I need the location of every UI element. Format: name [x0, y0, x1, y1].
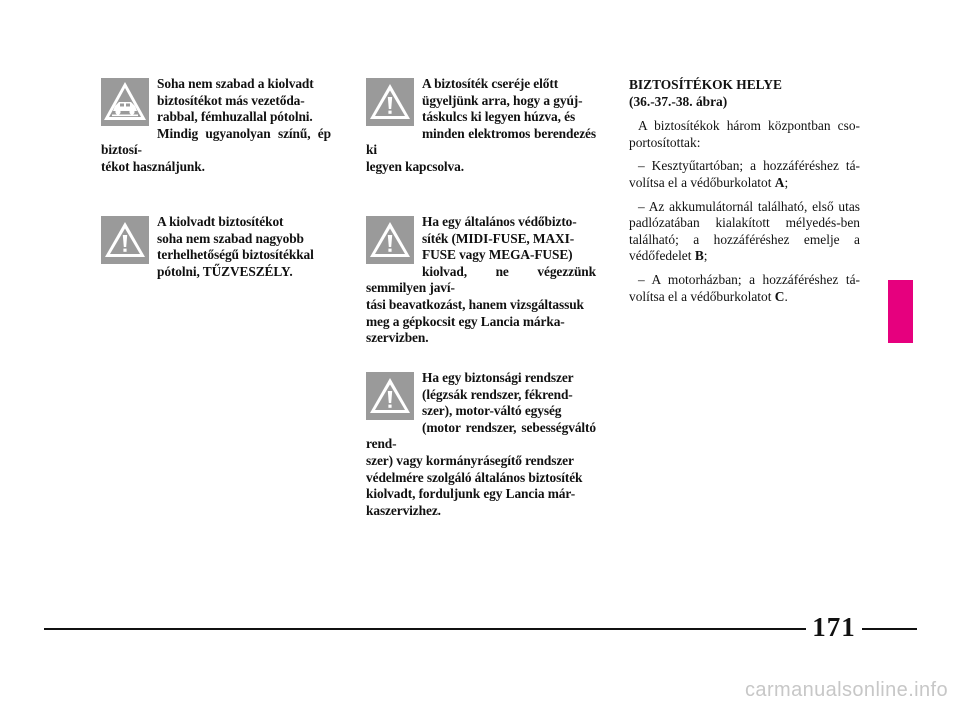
- note-line: meg a gépkocsit egy Lancia márka-: [366, 313, 565, 329]
- location-item-glovebox: [629, 158, 860, 191]
- note-line: kaszervizhez.: [366, 502, 441, 518]
- warning-triangle-icon: [366, 78, 414, 126]
- note-line: védelmére szolgáló általános biztosíték: [366, 469, 583, 485]
- note-line: biztosítékot más vezetőda-: [157, 92, 305, 108]
- caution-note-fuse-replacement: [101, 76, 331, 176]
- note-line: Ha egy biztonsági rendszer: [422, 370, 574, 385]
- note-line: táskulcs ki legyen húzva, és: [422, 109, 576, 125]
- item-end: .: [784, 288, 788, 304]
- location-item-battery: [629, 199, 860, 265]
- section-tab-marker: [888, 280, 913, 343]
- warning-triangle-icon: [366, 372, 414, 420]
- item-text: – Az akkumulátornál található, első utas padlózatában kialakított mélyedés-ben található; a hozzáféréshez emelje a védőfedelet: [629, 198, 860, 264]
- note-line: terhelhetőségű biztosítékkal: [157, 247, 314, 263]
- note-line: soha nem szabad nagyobb: [157, 230, 304, 246]
- note-line: rabbal, fémhuzallal pótolni.: [157, 109, 313, 125]
- watermark: carmanualsonline.info: [745, 679, 948, 701]
- note-line: síték (MIDI-FUSE, MAXI-: [422, 230, 575, 246]
- note-line: szer), motor-váltó egység: [422, 403, 562, 419]
- page-number: 171: [812, 612, 856, 642]
- item-label: A: [774, 174, 785, 190]
- item-text: – A motorházban; a hozzáféréshez tá-volítsa el a védőburkolatot: [629, 271, 860, 304]
- note-line: A kiolvadt biztosítékot: [157, 214, 284, 229]
- item-label: C: [774, 288, 785, 304]
- item-text: – Kesztyűtartóban; a hozzáféréshez tá-volítsa el a védőburkolatot: [629, 158, 860, 190]
- footer-rule: [44, 628, 806, 630]
- section-intro: A biztosítékok három központban cso-portosítottak:: [629, 118, 860, 150]
- warning-triangle-icon: [101, 216, 149, 264]
- warning-note-safety-system-fuse: [366, 370, 596, 519]
- note-line: Mindig ugyanolyan színű, ép biztosí-: [101, 125, 331, 158]
- warning-note-ignition-off: [366, 76, 596, 176]
- warning-note-general-fuse: [366, 214, 596, 347]
- section-heading: [629, 77, 860, 110]
- note-line: szervizben.: [366, 330, 429, 346]
- note-line: Soha nem szabad a kiolvadt: [157, 76, 314, 91]
- warning-triangle-icon: [366, 216, 414, 264]
- item-end: ;: [784, 174, 789, 190]
- note-line: tási beavatkozást, hanem vizsgáltassuk: [366, 296, 584, 312]
- note-line: minden elektromos berendezés ki: [366, 125, 596, 158]
- note-line: Ha egy általános védőbizto-: [422, 214, 577, 229]
- note-line: tékot használjunk.: [101, 158, 205, 174]
- note-line: szer) vagy kormányrásegítő rendszer: [366, 452, 574, 468]
- note-line: A biztosíték cseréje előtt: [422, 76, 559, 91]
- note-line: kiolvadt, forduljunk egy Lancia már-: [366, 486, 576, 502]
- warning-note-fire-hazard: [101, 214, 331, 280]
- note-line: pótolni, TŰZVESZÉLY.: [157, 263, 293, 279]
- location-item-engine: [629, 272, 860, 305]
- note-line: legyen kapcsolva.: [366, 158, 464, 174]
- fuse-location-section: [629, 77, 860, 312]
- heading-title: BIZTOSÍTÉKOK HELYE: [629, 77, 782, 92]
- note-line: kiolvad, ne végezzünk semmilyen javí-: [366, 263, 596, 296]
- heading-figure-ref: (36.-37.-38. ábra): [629, 93, 728, 109]
- item-label: B: [694, 248, 704, 264]
- note-line: ügyeljünk arra, hogy a gyúj-: [422, 92, 583, 108]
- footer-rule: [862, 628, 917, 630]
- note-line: FUSE vagy MEGA-FUSE): [422, 247, 573, 263]
- note-line: (légzsák rendszer, fékrend-: [422, 386, 573, 402]
- item-end: ;: [703, 248, 708, 264]
- note-line: (motor rendszer, sebességváltó rend-: [366, 419, 596, 452]
- car-lift-icon: [101, 78, 149, 126]
